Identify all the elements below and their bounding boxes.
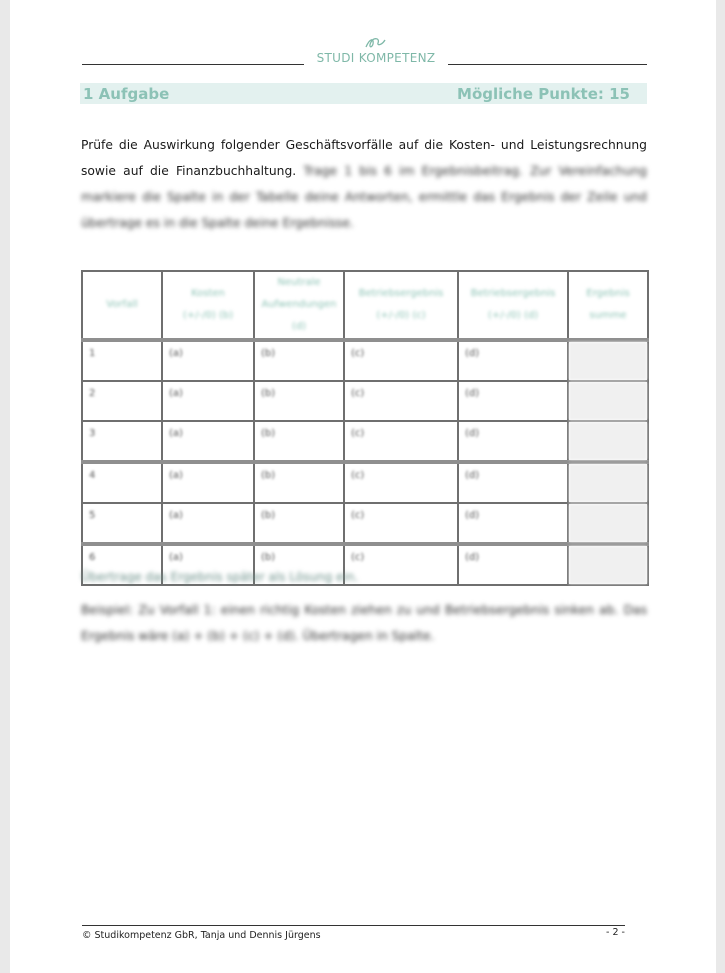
- table-row: [82, 421, 648, 462]
- table-cell: (c): [344, 544, 458, 585]
- table-cell: (a): [162, 544, 254, 585]
- table-cell: 2: [82, 381, 162, 421]
- table-cell-result[interactable]: [568, 340, 648, 381]
- result-table: [81, 270, 649, 586]
- intro-paragraph: [81, 132, 647, 236]
- footer-copyright: © Studikompetenz GbR, Tanja und Dennis Jürgens: [82, 930, 321, 941]
- table-header-cell: Betriebsergebnis (+/-/0) (d): [458, 271, 568, 340]
- intro-obscured-text: Trage 1 bis 6 im Ergebnisbeitrag. Zur Vereinfachung markiere die Spalte in der Tabelle deine Antworten, ermittle das Ergebnis der Zeile und übertrage es in die Spalte deine Ergebnisse.: [81, 164, 647, 230]
- table-cell: (c): [344, 462, 458, 503]
- table-header-cell: Vorfall: [82, 271, 162, 340]
- table-cell: (c): [344, 421, 458, 462]
- table-row: [82, 340, 648, 381]
- task-title: 1 Aufgabe: [83, 85, 170, 103]
- table-cell: 3: [82, 421, 162, 462]
- table-cell: (c): [344, 503, 458, 544]
- table-cell: (d): [458, 503, 568, 544]
- table-cell: (d): [458, 381, 568, 421]
- table-cell: (d): [458, 462, 568, 503]
- table-cell: (b): [254, 381, 344, 421]
- table-cell: (b): [254, 503, 344, 544]
- table-row: [82, 381, 648, 421]
- table-row: [82, 462, 648, 503]
- table-header-row: [82, 271, 648, 340]
- table-cell: (a): [162, 421, 254, 462]
- table-cell: 4: [82, 462, 162, 503]
- table-header-cell: Ergebnis summe: [568, 271, 648, 340]
- table-cell: 5: [82, 503, 162, 544]
- table-cell: (a): [162, 381, 254, 421]
- table-row: [82, 503, 648, 544]
- footer-rule: [82, 925, 625, 926]
- table-cell: 6: [82, 544, 162, 585]
- table-cell: (c): [344, 340, 458, 381]
- document-page: [10, 0, 716, 973]
- table-cell: (b): [254, 340, 344, 381]
- table-cell: (a): [162, 503, 254, 544]
- table-cell: (b): [254, 421, 344, 462]
- task-heading-bar: [80, 83, 647, 104]
- task-points: Mögliche Punkte: 15: [457, 85, 630, 103]
- table-cell: (b): [254, 462, 344, 503]
- table-cell: (d): [458, 340, 568, 381]
- table-cell: (c): [344, 381, 458, 421]
- note-line-1: Übertrage das Ergebnis später als Lösung ein.: [81, 570, 359, 584]
- table-cell-result[interactable]: [568, 421, 648, 462]
- table-cell-result[interactable]: [568, 503, 648, 544]
- note-line-2: Beispiel: Zu Vorfall 1: einen richtig Kosten ziehen zu und Betriebsergebnis sinken ab. Das Ergebnis wäre (a) + (b) + (c) + (d). Übertragen in Spalte.: [81, 603, 647, 643]
- table-cell: 1: [82, 340, 162, 381]
- table-cell-result[interactable]: [568, 544, 648, 585]
- table-header-cell: Neutrale Aufwendungen (d): [254, 271, 344, 340]
- table-cell-result[interactable]: [568, 462, 648, 503]
- table-cell-result[interactable]: [568, 381, 648, 421]
- logo-text: STUDI KOMPETENZ: [316, 51, 436, 65]
- table-header-cell: Betriebsergebnis (+/-/0) (c): [344, 271, 458, 340]
- table-cell: (a): [162, 340, 254, 381]
- header-rule-right: [448, 64, 647, 65]
- intro-text: Prüfe die Auswirkung folgender Geschäftsvorfälle auf die Kosten- und Leistungsrechnung sowie auf die Finanzbuchhaltung.: [81, 138, 647, 178]
- page-number: - 2 -: [606, 927, 625, 938]
- logo-icon: [360, 36, 390, 50]
- table-header-cell: Kosten (+/-/0) (b): [162, 271, 254, 340]
- header-rule-left: [82, 64, 304, 65]
- table-cell: (d): [458, 544, 568, 585]
- table-cell: (a): [162, 462, 254, 503]
- table-cell: (b): [254, 544, 344, 585]
- table-cell: (d): [458, 421, 568, 462]
